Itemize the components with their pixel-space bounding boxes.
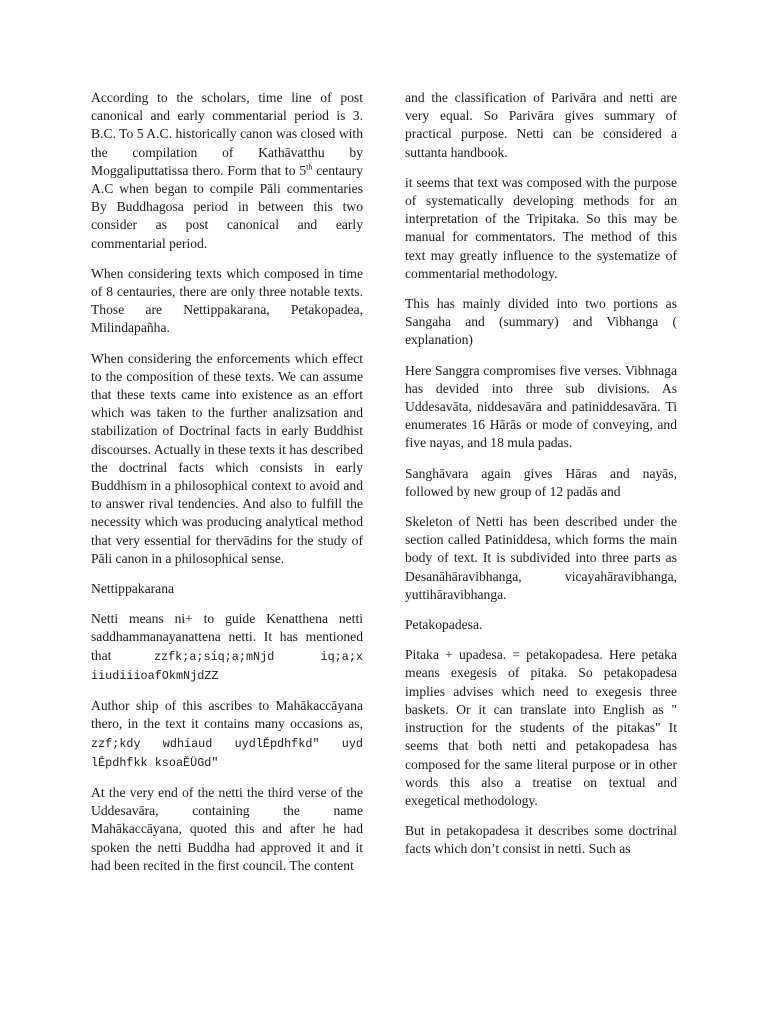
paragraph-timeline: According to the scholars, time line of post canonical and early commentarial period is 3. B.C. To 5 A.C. historically canon was closed with the compilation of Kathāvatthu by Moggaliputtatissa thero. Form that to 5th centaury A.C when began to compile Pāli commentaries By Buddhagosa period in between this two consider as post canonical and early commentarial period. [91,90,363,251]
paragraph-enforcements: When considering the enforcements which effect to the composition of these texts. We can assume that these texts came into existence as an effort which was taken to the further analizsation and stabilization of Doctrinal facts in early Buddhist discourses. Actually in these texts it has described the doctrinal facts which consists in early Buddhism in a philosophical context to avoid and to answer rival tendencies. And also to fulfill the necessity which was producing analytical method that very essential for thervādins for the study of Pāli canon in a philosophical sense. [91,350,363,566]
paragraph-third-verse: At the very end of the netti the third verse of the Uddesavāra, containing the name Mahākaccāyana, quoted this and after he had spoken the netti Buddha had approved it and it had been recited in the first council. The content [91,784,363,873]
paragraph-sanghavara: Sanghāvara again gives Hāras and nayās, followed by new group of 12 padās and [405,465,677,499]
paragraph-sanggra: Here Sanggra compromises five verses. Vibhnaga has devided into three sub divisions. As Uddesavāta, niddesavāra and patiniddesavāra. Ti enumerates 16 Hārās or mode of conveying, and five nayas, and 18 mula padas. [405,362,677,451]
paragraph-netti-meaning: Netti means ni+ to guide Kenatthena netti saddhammanayanattena netti. It has mentioned that zzfk;a;siq;a;mNjd iq;a;x iiudiiioafOkmNjdZZ [91,611,363,683]
paragraph-composition-purpose: it seems that text was composed with the purpose of systematically developing methods for an interpretation of the Tripitaka. So this may be manual for commentators. The method of this text may greatly influence to the systematize of commentarial methodology. [405,174,677,281]
paragraph-doctrinal-facts: But in petakopadesa it describes some doctrinal facts which don’t consist in netti. Such as [405,823,677,857]
paragraph-two-portions: This has mainly divided into two portions as Sangaha and (summary) and Vibhanga ( explanation) [405,296,677,348]
heading-nettippakarana: Nettippakarana [91,581,175,597]
paragraph-skeleton: Skeleton of Netti has been described under the section called Patiniddesa, which forms the main body of text. It is subdivided into three parts as Desanāhāravibhanga, vicayahāravibhanga, yuttihāravibhanga. [405,514,677,602]
heading-petakopadesa: Petakopadesa. [405,617,483,633]
right-column [405,89,677,871]
paragraph-authorship: Author ship of this ascribes to Mahākaccāyana thero, in the text it contains many occasions as, zzf;kdy wdhiaud uydlĚpdhfkd" uyd lĚpdhfkk ksoaĚÜGd" [91,698,363,770]
paragraph-notable-texts: When considering texts which composed in time of 8 centauries, there are only three notable texts. Those are Nettippakarana, Petakopadea, Milindapañha. [91,265,363,336]
paragraph-pitaka-upadesa: Pitaka + upadesa. = petakopadesa. Here petaka means exegesis of pitaka. So petakopadesa implies advises which need to exegesis three baskets. Or it can translate into English as " instruction for the students of the pitakas" It seems that both netti and petakopadesa has composed for the same literal purpose or in other words this also a treatise on textual and exegetical methodology. [405,647,677,808]
left-column [91,89,363,887]
paragraph-classification: and the classification of Parivāra and netti are very equal. So Parivāra gives summary of practical purpose. Netti can be considered a suttanta handbook. [405,90,677,160]
